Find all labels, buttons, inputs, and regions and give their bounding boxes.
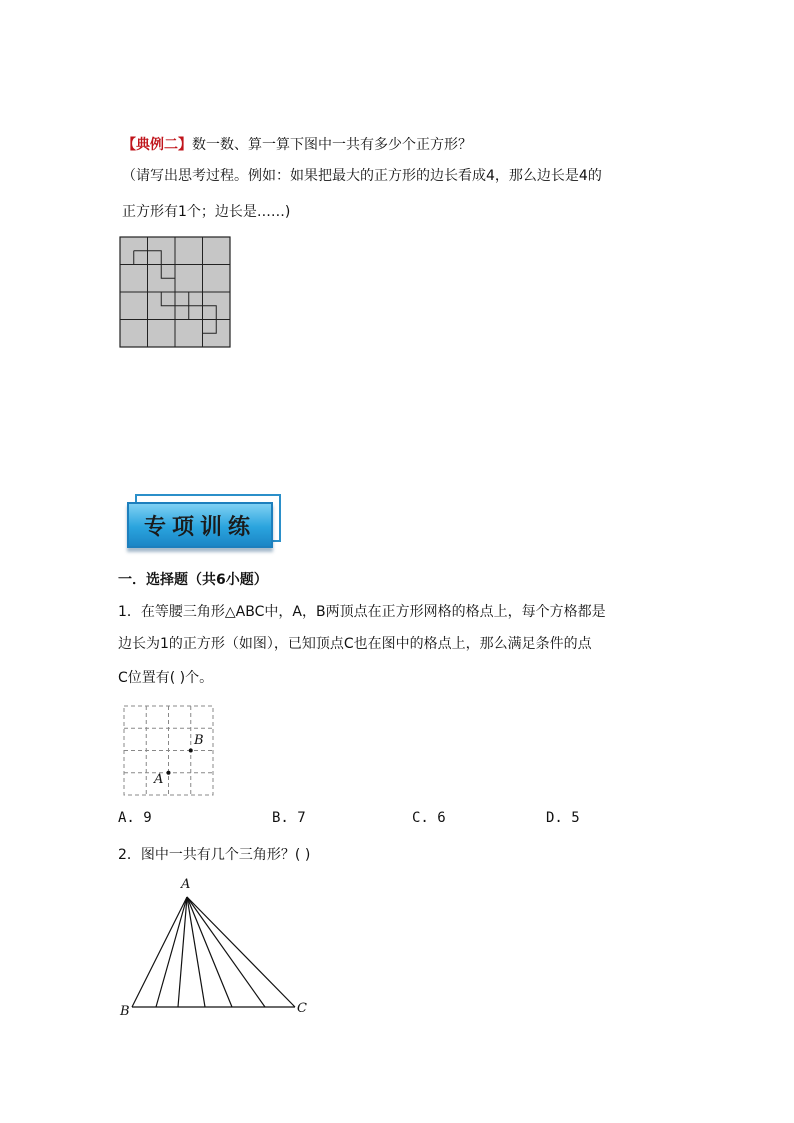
q2-triangle-figure [120, 880, 320, 1020]
section-heading: 一．选择题（共6小题） [118, 572, 268, 588]
q1-option-a[interactable]: A. 9 [118, 810, 152, 826]
square-grid-figure [119, 236, 233, 350]
example-hint-line1: （请写出思考过程。例如：如果把最大的正方形的边长看成4，那么边长是4的 [122, 168, 602, 184]
triangle-lines [132, 897, 295, 1007]
q1-line2: 边长为1的正方形（如图），已知顶点C也在图中的格点上，那么满足条件的点 [118, 636, 592, 652]
cevian-3 [187, 897, 205, 1007]
example-tag: 【典例二】 [122, 137, 192, 153]
q1-line1: 1．在等腰三角形△ABC中，A，B两顶点在正方形网格的格点上，每个方格都是 [118, 604, 606, 620]
cevian-4 [187, 897, 232, 1007]
q1-dashed-grid [118, 700, 220, 802]
q1-label-a: A [154, 772, 164, 787]
q2-label-b: B [120, 1004, 130, 1019]
banner-label: 专项训练 [143, 513, 256, 540]
example-question-text: 数一数、算一算下图中一共有多少个正方形？ [192, 137, 472, 153]
q1-line3: C位置有( )个。 [118, 670, 214, 686]
q2-label-c: C [297, 1001, 307, 1016]
q2-text: 2．图中一共有几个三角形？( ) [118, 847, 311, 863]
dashed-grid-lines [124, 706, 213, 795]
q1-option-c[interactable]: C. 6 [412, 810, 446, 826]
banner-front [127, 502, 273, 548]
q2-label-a: A [181, 877, 191, 892]
cevian-5 [187, 897, 265, 1007]
example-hint-line2: 正方形有1个；边长是……) [122, 204, 291, 220]
side-ac [187, 897, 295, 1007]
point-a [167, 771, 171, 775]
special-training-banner [127, 494, 279, 556]
q1-option-b[interactable]: B. 7 [272, 810, 306, 826]
example-question [122, 135, 472, 155]
q1-label-b: B [194, 733, 204, 748]
q1-option-d[interactable]: D. 5 [546, 810, 580, 826]
point-b [189, 749, 193, 753]
